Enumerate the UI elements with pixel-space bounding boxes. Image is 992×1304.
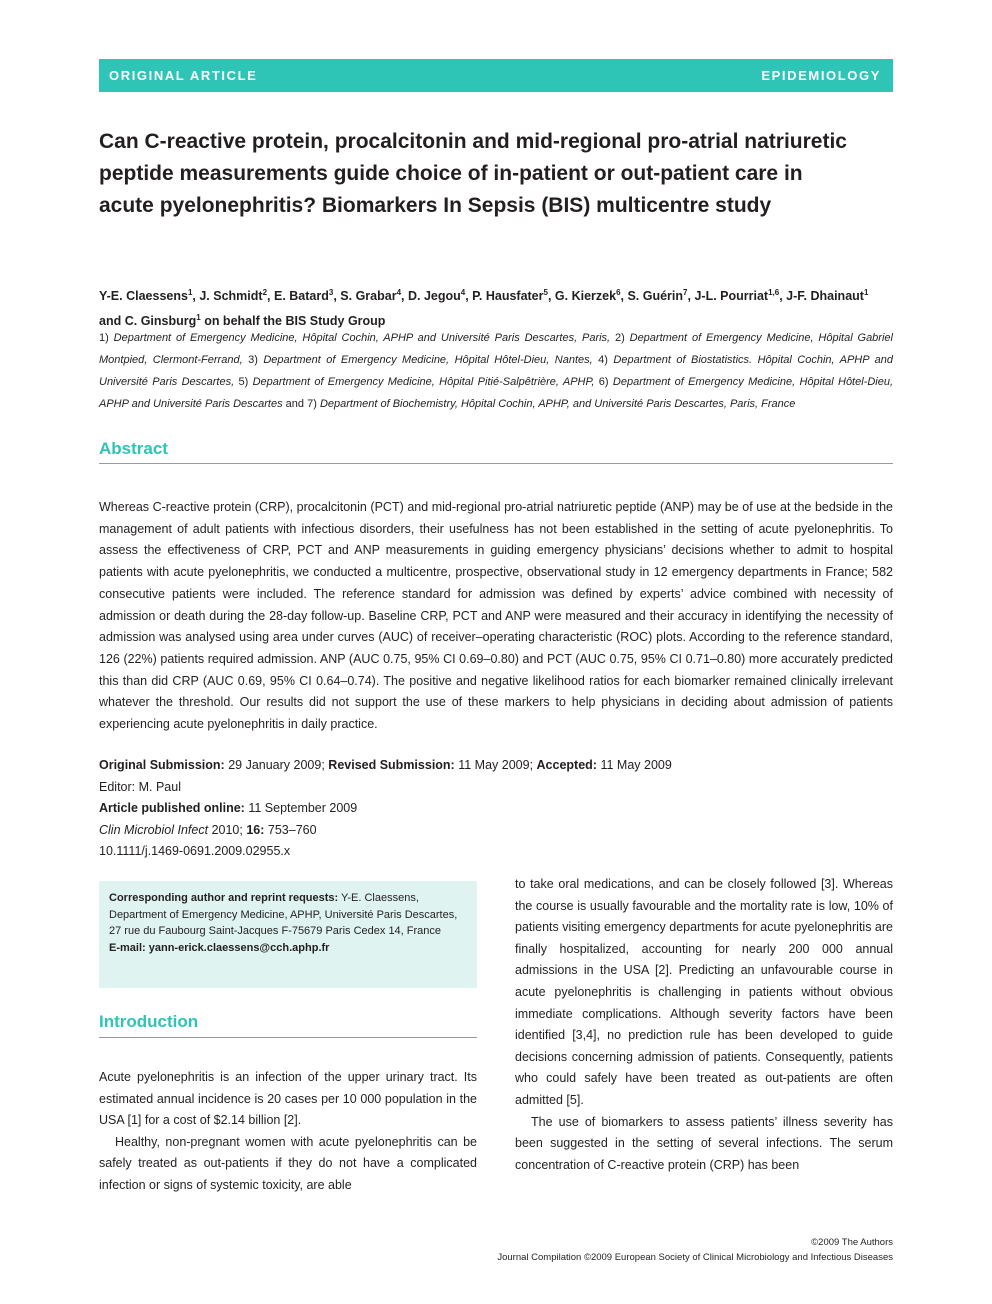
accepted-label: Accepted: [536, 758, 597, 772]
introduction-heading: Introduction [99, 1012, 199, 1031]
affiliation-text: Department of Biostatistics. Hôpital Cochin, APHP and Université Paris Descartes, [99, 354, 893, 388]
page-footer [497, 1235, 893, 1265]
introduction-left-column [99, 1067, 477, 1197]
affiliation-text: Department of Emergency Medicine, Hôpital Cochin, APHP and Université Paris Descartes, Paris, [113, 332, 611, 344]
affiliation-number: and 7) [285, 398, 317, 410]
introduction-paragraph-1: Acute pyelonephritis is an infection of the upper urinary tract. Its estimated annual incidence is 20 cases per 10 000 population in the USA [1] for a cost of $2.14 billion [2]. [99, 1070, 477, 1128]
journal-name: Clin Microbiol Infect [99, 822, 209, 837]
affiliation-text: Department of Emergency Medicine, Hôpital Hôtel-Dieu, Nantes, [263, 354, 593, 366]
author-name: S. Guérin [627, 289, 684, 304]
affiliation-number: 6) [598, 376, 609, 388]
subject-category-label: EPIDEMIOLOGY [761, 68, 881, 83]
author-name: S. Grabar [340, 289, 397, 304]
email-label: E-mail: [109, 941, 146, 954]
author-name: J-F. Dhainaut [786, 289, 864, 304]
revised-submission-date: 11 May 2009; [458, 758, 534, 772]
affiliation-text: Department of Emergency Medicine, Hôpital Pitié-Salpêtrière, APHP, [252, 376, 595, 388]
author-affiliation-mark: 1 [196, 313, 201, 323]
author-affiliation-mark: 5 [543, 288, 548, 297]
journal-compilation-copyright: Journal Compilation ©2009 European Society of Clinical Microbiology and Infectious Diseases [497, 1252, 893, 1263]
affiliation-text: Department of Biochemistry, Hôpital Cochin, APHP, and Université Paris Descartes, Paris, France [319, 398, 796, 410]
author-affiliation-mark: 3 [328, 288, 334, 297]
article-metadata [99, 755, 893, 863]
author-name: Y-E. Claessens [99, 289, 188, 304]
doi-link[interactable]: 10.1111/j.1469-0691.2009.02955.x [99, 844, 291, 858]
affiliation-number: 3) [248, 354, 258, 366]
copyright-authors: ©2009 The Authors [811, 1237, 893, 1248]
author-name: G. Kierzek [554, 289, 617, 304]
editor: Editor: M. Paul [99, 779, 181, 794]
author-affiliation-mark: 1 [187, 288, 193, 297]
article-banner [99, 59, 893, 92]
abstract-heading: Abstract [99, 439, 168, 458]
author-affiliation-mark: 6 [616, 288, 621, 297]
author-name: E. Batard [273, 289, 329, 304]
author-affiliation-mark: 1 [863, 288, 869, 297]
abstract-text: Whereas C-reactive protein (CRP), procalcitonin (PCT) and mid-regional pro-atrial natriuretic peptide (ANP) may be of use at the bedside in the management of adult patients with infectious disorders, their usefulness has not been established in the setting of acute pyelonephritis. To assess the effectiveness of CRP, PCT and ANP measurements in guiding emergency physicians’ decisions whether to admit to hospital patients with acute pyelonephritis, we conducted a multicentre, prospective, observational study in 12 emergency departments in France; 582 consecutive patients were included. The reference standard for admission was defined by experts’ advice combined with necessity of admission or death during the 28-day follow-up. Baseline CRP, PCT and ANP were measured and their accuracy in identifying the necessity of admission was analysed using area under curves (AUC) of receiver–operating characteristic (ROC) plots. According to the reference standard, 126 (22%) patients required admission. ANP (AUC 0.75, 95% CI 0.69–0.80) and PCT (AUC 0.75, 95% CI 0.71–0.80) more accurately predicted this than did CRP (AUC 0.69, 95% CI 0.64–0.74). The positive and negative likelihood ratios for each biomarker remained clinically irrelevant whatever the threshold. Our results did not support the use of these markers to help physicians in deciding about admission of patients experiencing acute pyelonephritis in daily practice. [99, 500, 893, 732]
abstract-divider [99, 463, 893, 464]
affiliation-number: 4) [598, 354, 608, 366]
author-name: C. Ginsburg [124, 314, 197, 329]
author-affiliation-mark: 2 [262, 288, 268, 297]
affiliation-number: 2) [614, 332, 625, 344]
author-name: J. Schmidt [199, 289, 263, 304]
journal-year: 2010; [211, 822, 243, 837]
introduction-divider [99, 1037, 477, 1038]
journal-volume: 16: [246, 822, 265, 837]
affiliation-number: 1) [99, 332, 109, 344]
introduction-paragraph-4: The use of biomarkers to assess patients’ illness severity has been suggested in the setting of several infections. The serum concentration of C-reactive protein (CRP) has been [515, 1114, 893, 1172]
submission-dates [99, 755, 893, 777]
article-type-label: ORIGINAL ARTICLE [109, 68, 258, 83]
revised-submission-label: Revised Submission: [328, 758, 455, 772]
author-affiliation-mark: 7 [683, 288, 688, 297]
affiliations [99, 327, 893, 415]
introduction-paragraph-3: to take oral medications, and can be closely followed [3]. Whereas the course is usually favourable and the mortality rate is low, 10% of patients visiting emergency departments for acute pyelonephritis are finally hospitalized, accounting for nearly 200 000 annual admissions in the USA [2]. Predicting an unfavourable course in acute pyelonephritis is challenging in patients without obvious immediate complications. Although severity factors have been identified [3,4], no prediction rule has been developed to guide decisions concerning admission of patients. Consequently, patients who could safely have been treated as out-patients are often admitted [5]. [515, 877, 893, 1107]
author-affiliation-mark: 4 [460, 288, 466, 297]
author-name: D. Jegou [407, 289, 461, 304]
email-link[interactable]: yann-erick.claessens@cch.aphp.fr [148, 941, 330, 954]
article-title: Can C-reactive protein, procalcitonin and mid-regional pro-atrial natriuretic peptide measurements guide choice of in-patient or out-patient care in acute pyelonephritis? Biomarkers In Sepsis (BIS) multicentre study [99, 130, 847, 217]
published-online [99, 798, 893, 820]
affiliation-text: Department of Emergency Medicine, Hôpital Hôtel-Dieu, APHP and Université Paris Descartes [99, 376, 894, 410]
introduction-right-column [515, 874, 893, 1176]
affiliation-text: Department of Emergency Medicine, Hôpital Gabriel Montpied, Clermont-Ferrand, [99, 332, 893, 366]
author-affiliation-mark: 1,6 [768, 288, 780, 297]
published-online-date: 11 September 2009 [248, 801, 358, 815]
author-conjunction: and [99, 314, 122, 329]
author-list: Y-E. Claessens$^1$, J. Schmidt$^2$, E. Batard$^3$, S. Grabar$^4$, D. Jegou$^4$, P. Hausfater$^5$, G. Kierzek$^6$, S. Guérin$^7$, J-L. Pourriat$^{1,6}$, J-F. Dhainaut$^1$ and C. Ginsburg$^1$ on behalf the BIS Study Group [99, 288, 869, 329]
introduction-paragraph-2: Healthy, non-pregnant women with acute pyelonephritis can be safely treated as out-patients if they do not have a complicated infection or signs of systemic toxicity, are able [99, 1134, 477, 1192]
corresponding-author-label: Corresponding author and reprint requests: [109, 892, 339, 904]
author-name: P. Hausfater [472, 289, 544, 304]
original-submission-date: 29 January 2009; [228, 758, 325, 772]
author-affiliation-mark: 4 [396, 288, 402, 297]
author-name: J-L. Pourriat [694, 289, 769, 304]
affiliation-number: 5) [238, 376, 249, 388]
corresponding-author-address: Y-E. Claessens, Department of Emergency Medicine, APHP, Université Paris Descartes, 27 rue du Faubourg Saint-Jacques F-75679 Paris Cedex 14, France [109, 892, 458, 937]
original-submission-label: Original Submission: [99, 758, 225, 772]
citation [99, 820, 893, 842]
study-group: on behalf the BIS Study Group [204, 314, 386, 329]
journal-pages: 753–760 [267, 822, 317, 837]
published-online-label: Article published online: [99, 801, 245, 815]
corresponding-author-box [99, 881, 477, 988]
accepted-date: 11 May 2009 [600, 758, 672, 772]
